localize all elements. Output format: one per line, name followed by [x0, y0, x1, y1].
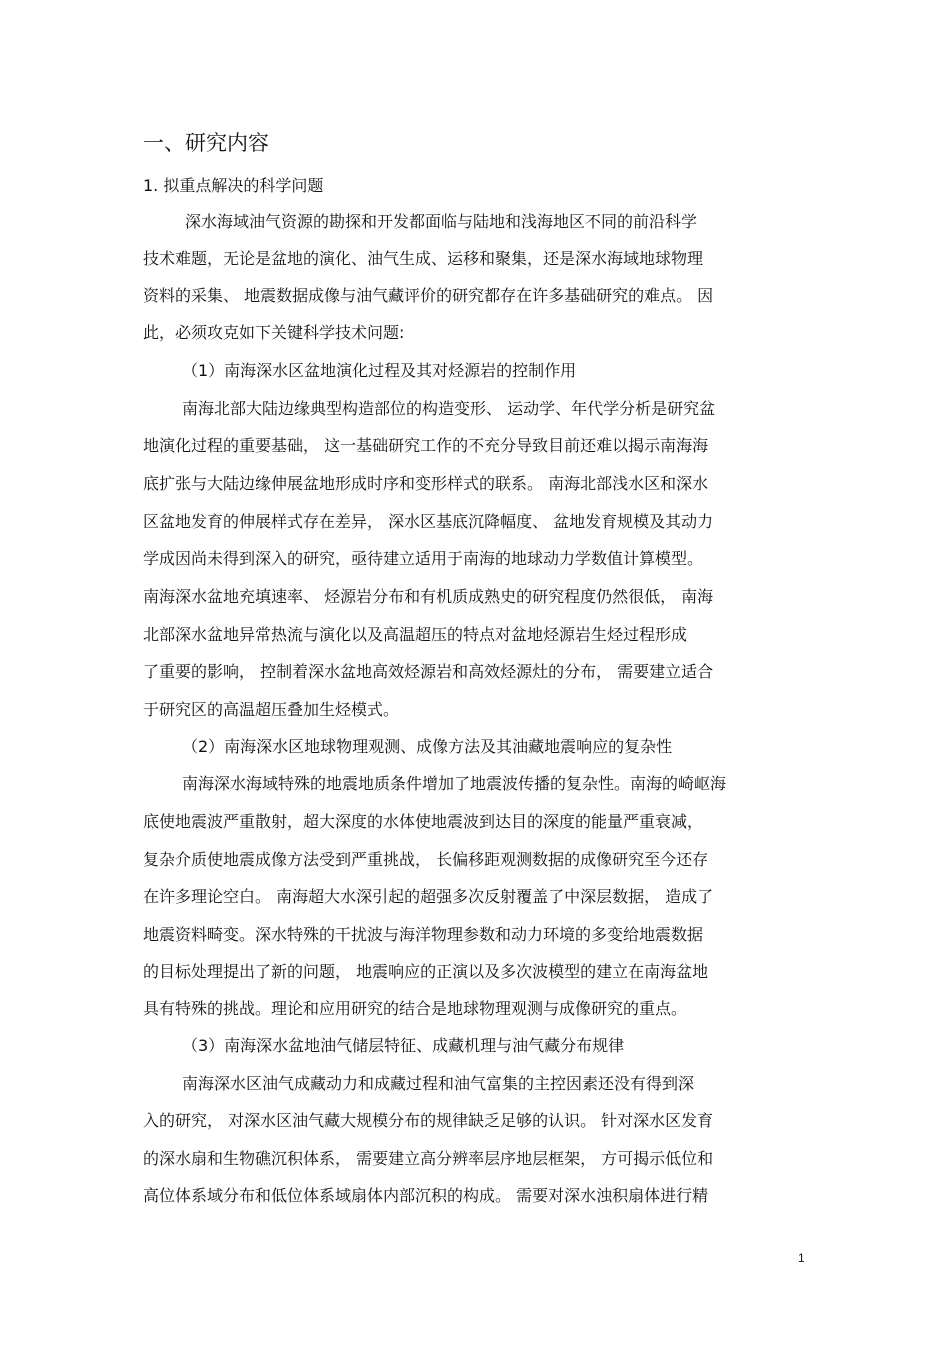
paragraph-line: 南海深水区油气成藏动力和成藏过程和油气富集的主控因素还没有得到深: [182, 1074, 695, 1093]
paragraph-line: 在许多理论空白。 南海超大水深引起的超强多次反射覆盖了中深层数据， 造成了: [143, 887, 714, 906]
paragraph-line: 底使地震波严重散射，超大深度的水体使地震波到达目的深度的能量严重衰减，: [143, 812, 704, 831]
heading-item-1: （1）南海深水区盆地演化过程及其对烃源岩的控制作用: [182, 361, 577, 380]
paragraph-line: 具有特殊的挑战。理论和应用研究的结合是地球物理观测与成像研究的重点。: [143, 999, 688, 1018]
paragraph-line: 于研究区的高温超压叠加生烃模式。: [143, 700, 400, 719]
paragraph-line: 资料的采集、 地震数据成像与油气藏评价的研究都存在许多基础研究的难点。 因: [143, 286, 714, 305]
paragraph-line: 地演化过程的重要基础， 这一基础研究工作的不充分导致目前还难以揭示南海海: [143, 436, 709, 455]
paragraph-line: 学成因尚未得到深入的研究，亟待建立适用于南海的地球动力学数值计算模型。: [143, 549, 704, 568]
paragraph-line: 技术难题，无论是盆地的演化、油气生成、运移和聚集，还是深水海域地球物理: [143, 249, 704, 268]
paragraph-line: 高位体系域分布和低位体系域扇体内部沉积的构成。 需要对深水浊积扇体进行精: [143, 1186, 709, 1205]
paragraph-line: 的深水扇和生物礁沉积体系， 需要建立高分辨率层序地层框架， 方可揭示低位和: [143, 1149, 714, 1168]
paragraph-line: 南海深水海域特殊的地震地质条件增加了地震波传播的复杂性。南海的崎岖海: [182, 774, 727, 793]
heading-item-3: （3）南海深水盆地油气储层特征、成藏机理与油气藏分布规律: [182, 1036, 625, 1055]
paragraph-line: 此，必须攻克如下关键科学技术问题:: [143, 323, 405, 342]
subsection-title: 1. 拟重点解决的科学问题: [143, 176, 324, 195]
paragraph-line: 的目标处理提出了新的问题， 地震响应的正演以及多次波模型的建立在南海盆地: [143, 962, 709, 981]
paragraph-line: 深水海域油气资源的勘探和开发都面临与陆地和浅海地区不同的前沿科学: [185, 212, 698, 231]
paragraph-line: 入的研究， 对深水区油气藏大规模分布的规律缺乏足够的认识。 针对深水区发育: [143, 1111, 714, 1130]
paragraph-line: 南海北部大陆边缘典型构造部位的构造变形、 运动学、年代学分析是研究盆: [182, 399, 716, 418]
paragraph-line: 南海深水盆地充填速率、 烃源岩分布和有机质成熟史的研究程度仍然很低， 南海: [143, 587, 714, 606]
page-number: 1: [798, 1251, 805, 1265]
paragraph-line: 区盆地发育的伸展样式存在差异， 深水区基底沉降幅度、 盆地发育规模及其动力: [143, 512, 714, 531]
paragraph-line: 复杂介质使地震成像方法受到严重挑战， 长偏移距观测数据的成像研究至今还存: [143, 850, 709, 869]
paragraph-line: 地震资料畸变。深水特殊的干扰波与海洋物理参数和动力环境的多变给地震数据: [143, 925, 704, 944]
heading-item-2: （2）南海深水区地球物理观测、成像方法及其油藏地震响应的复杂性: [182, 737, 673, 756]
paragraph-line: 北部深水盆地异常热流与演化以及高温超压的特点对盆地烃源岩生烃过程形成: [143, 625, 688, 644]
paragraph-line: 底扩张与大陆边缘伸展盆地形成时序和变形样式的联系。 南海北部浅水区和深水: [143, 474, 709, 493]
section-title: 一、研究内容: [143, 131, 269, 155]
paragraph-line: 了重要的影响， 控制着深水盆地高效烃源岩和高效烃源灶的分布， 需要建立适合: [143, 662, 714, 681]
